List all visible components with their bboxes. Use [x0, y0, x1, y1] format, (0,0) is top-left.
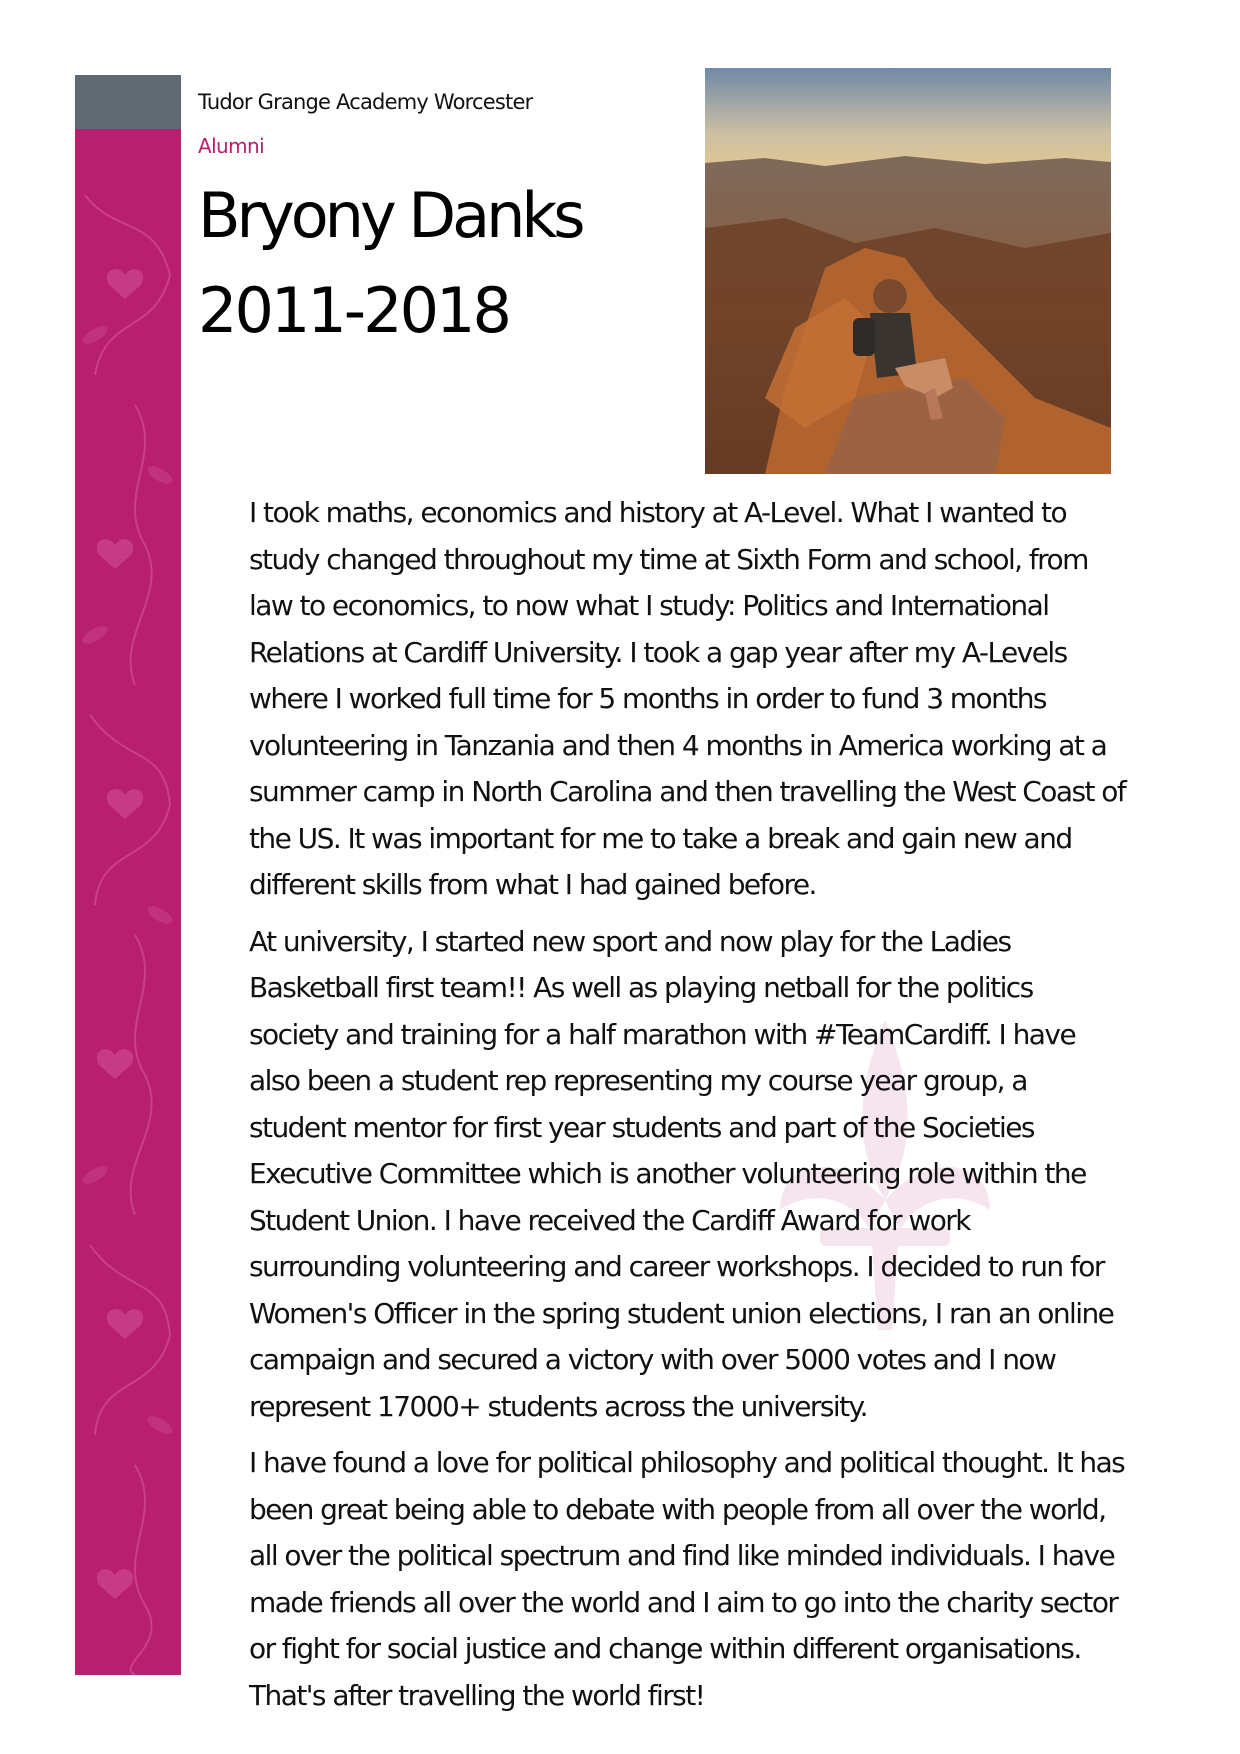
- section-label: Alumni: [198, 134, 265, 158]
- decorative-sidebar: [75, 75, 181, 1675]
- article-body: [249, 490, 1127, 1729]
- alumni-years: 2011-2018: [198, 274, 509, 347]
- paragraph: I took maths, economics and history at A-Level. What I wanted to study changed throughout my time at Sixth Form and school, from law to economics, to now what I study: Politics and International Relations at Cardiff University. I took a gap year after my A-Levels where I worked full time for 5 months in order to fund 3 months volunteering in Tanzania and then 4 months in America working at a summer camp in North Carolina and then travelling the West Coast of the US. It was important for me to take a break and gain new and different skills from what I had gained before.: [249, 496, 1126, 901]
- profile-photo: [705, 68, 1111, 474]
- floral-pattern: [75, 75, 181, 1675]
- school-name: Tudor Grange Academy Worcester: [198, 90, 533, 114]
- paragraph: At university, I started new sport and now play for the Ladies Basketball first team!! As well as playing netball for the politics society and training for a half marathon with #TeamCardiff. I have also been a student rep representing my course year group, a student mentor for first year students and part of the Societies Executive Committee which is another volunteering role within the Student Union. I have received the Cardiff Award for work surrounding volunteering and career workshops. I decided to run for Women's Officer in the spring student union elections, I ran an online campaign and secured a victory with over 5000 votes and I now represent 17000+ students across the university.: [249, 924, 1114, 1423]
- paragraph: I have found a love for political philosophy and political thought. It has been great being able to debate with people from all over the world, all over the political spectrum and find like minded individuals. I have made friends all over the world and I aim to go into the charity sector or fight for social justice and change within different organisations. That's after travelling the world first!: [249, 1446, 1125, 1712]
- alumni-name: Bryony Danks: [198, 179, 582, 252]
